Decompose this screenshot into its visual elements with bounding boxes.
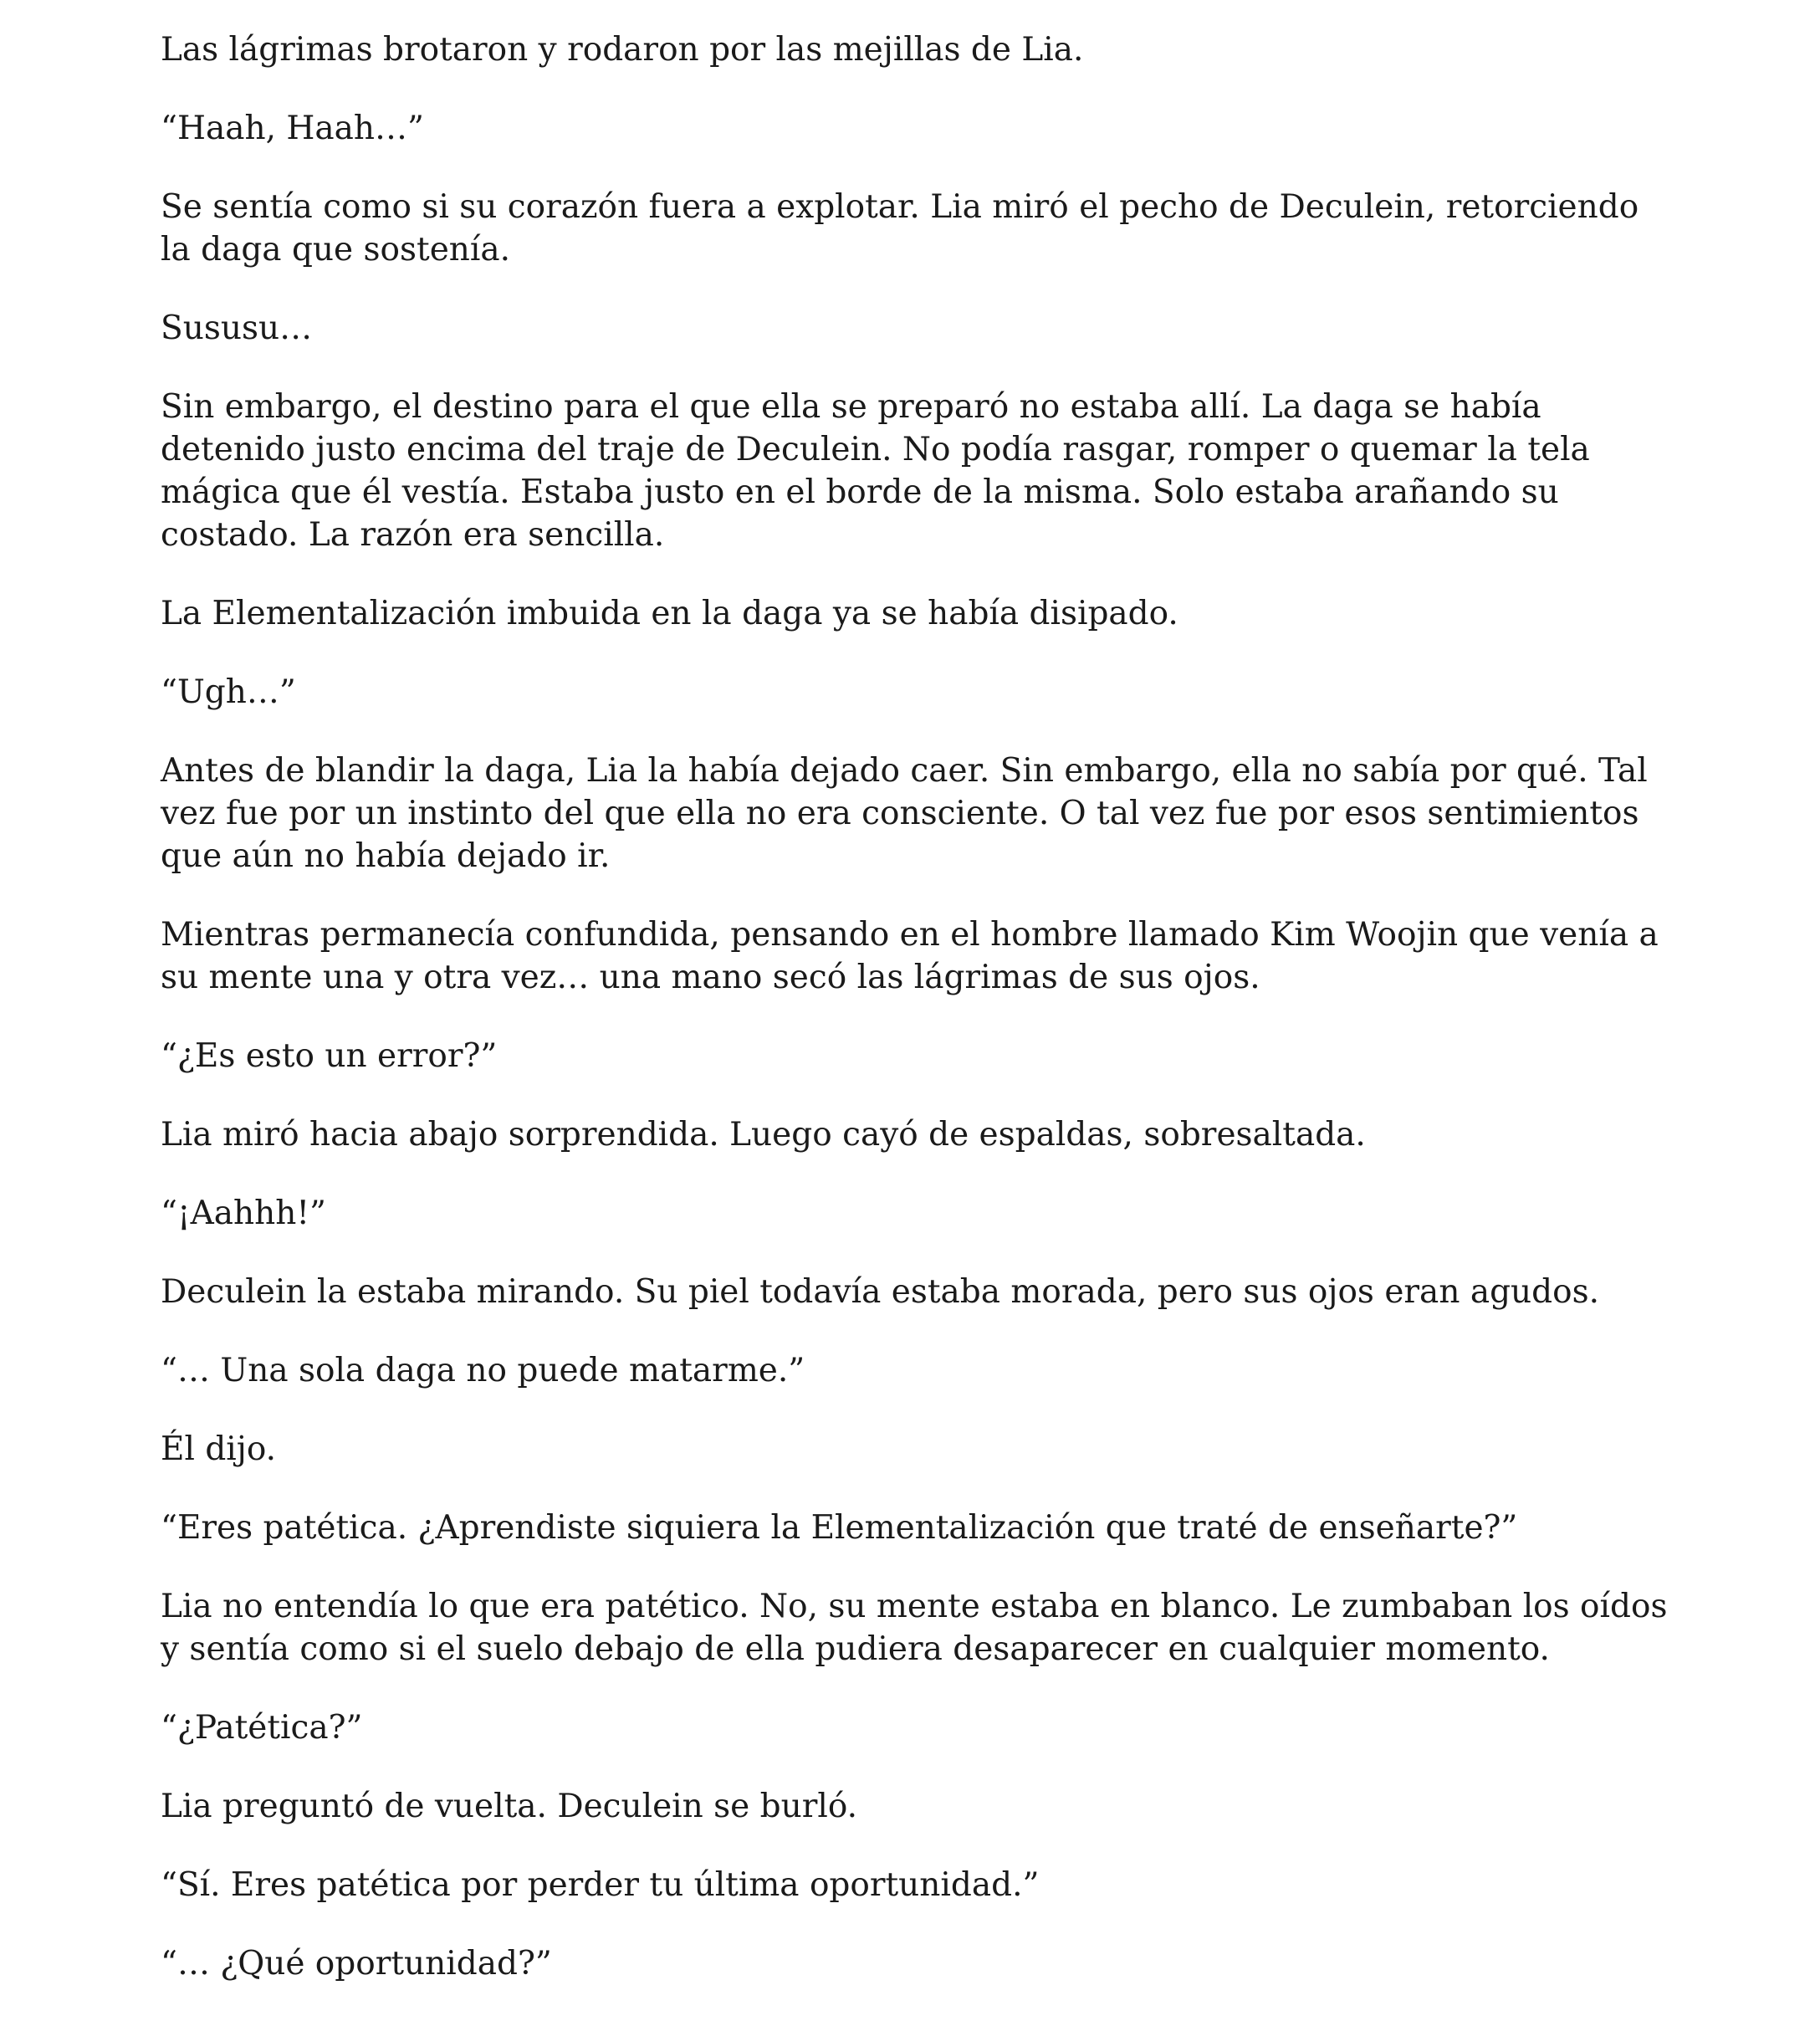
paragraph: “Haah, Haah…” xyxy=(161,110,424,147)
paragraph: “¿Es esto un error?” xyxy=(161,1037,498,1075)
paragraph: “… Una sola daga no puede matarme.” xyxy=(161,1352,805,1389)
paragraph: Las lágrimas brotaron y rodaron por las mejillas de Lia. xyxy=(161,31,1084,69)
paragraph: “… ¿Qué oportunidad?” xyxy=(161,1945,552,1983)
paragraph: Él dijo. xyxy=(161,1430,277,1468)
paragraph: Lia miró hacia abajo sorprendida. Luego cayó de espaldas, sobresaltada. xyxy=(161,1116,1366,1154)
paragraph: “Sí. Eres patética por perder tu última oportunidad.” xyxy=(161,1866,1040,1904)
paragraph: Lia preguntó de vuelta. Deculein se burló. xyxy=(161,1788,858,1825)
paragraph: Deculein la estaba mirando. Su piel todavía estaba morada, pero sus ojos eran agudos. xyxy=(161,1273,1600,1311)
paragraph: Antes de blandir la daga, Lia la había dejado caer. Sin embargo, ella no sabía por qué. Tal vez fue por un instinto del que ella no era consciente. O tal vez fue por esos sentimientos que aún no había dejado ir. xyxy=(161,752,1648,875)
paragraph: “¡Aahhh!” xyxy=(161,1195,326,1232)
paragraph: Mientras permanecía confundida, pensando en el hombre llamado Kim Woojin que venía a su mente una y otra vez… una mano secó las lágrimas de sus ojos. xyxy=(161,916,1659,996)
paragraph: Sususu… xyxy=(161,310,313,347)
document-page xyxy=(161,28,1674,2021)
paragraph: “Eres patética. ¿Aprendiste siquiera la Elementalización que traté de enseñarte?” xyxy=(161,1509,1518,1547)
paragraph: Sin embargo, el destino para el que ella se preparó no estaba allí. La daga se había detenido justo encima del traje de Deculein. No podía rasgar, romper o quemar la tela mágica que él vestía. Estaba justo en el borde de la misma. Solo estaba arañando su costado. La razón era sencilla. xyxy=(161,388,1590,554)
paragraph: La Elementalización imbuida en la daga ya se había disipado. xyxy=(161,595,1178,632)
paragraph: Se sentía como si su corazón fuera a explotar. Lia miró el pecho de Deculein, retorciendo la daga que sostenía. xyxy=(161,188,1639,269)
paragraph: “Ugh…” xyxy=(161,673,296,711)
paragraph: Lia no entendía lo que era patético. No, su mente estaba en blanco. Le zumbaban los oídos y sentía como si el suelo debajo de ella pudiera desaparecer en cualquier momento. xyxy=(161,1588,1668,1668)
paragraph: “¿Patética?” xyxy=(161,1709,363,1747)
